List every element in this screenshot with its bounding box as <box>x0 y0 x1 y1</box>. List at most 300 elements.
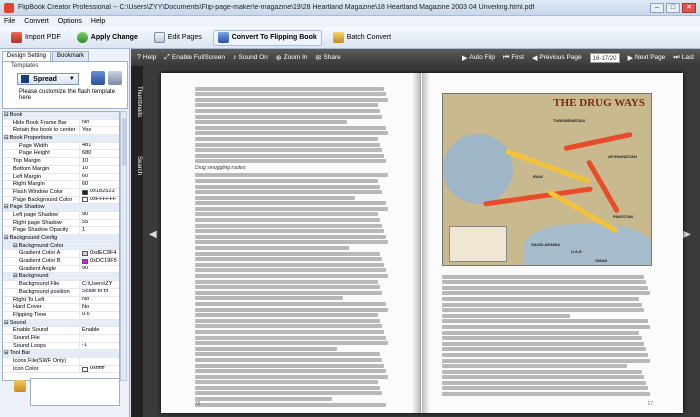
caspian-sea-shape <box>443 134 513 204</box>
edit-pages-icon <box>154 32 165 43</box>
property-row[interactable] <box>3 343 119 351</box>
text-line <box>195 87 384 91</box>
property-row[interactable] <box>3 289 119 297</box>
text-line <box>195 341 388 345</box>
sound-label: Sound On <box>238 54 268 61</box>
help-label: Help <box>142 54 157 61</box>
text-line <box>195 196 355 200</box>
text-line <box>195 285 380 289</box>
text-line <box>195 229 384 233</box>
text-line <box>195 280 378 284</box>
property-name: Page Height <box>19 150 50 157</box>
share-icon: ✉ <box>315 54 322 62</box>
property-name: Page Width <box>19 142 48 149</box>
apply-change-label: Apply Change <box>90 34 138 41</box>
text-line <box>442 291 650 295</box>
property-value[interactable] <box>79 343 119 350</box>
property-group[interactable] <box>3 350 119 358</box>
map-label-turkmenistan: TURKMENISTAN <box>553 118 585 123</box>
right-page[interactable] <box>422 73 683 413</box>
edit-pages-label: Edit Pages <box>167 34 202 41</box>
text-line <box>195 143 380 147</box>
property-value[interactable] <box>79 281 119 288</box>
window-title: FlipBook Creator Professional -- C:\Users\ZYY\Documents\Flip-page-maker\e-magazine\19\28 Heartland Magazine\18 Heartland Magazine 2003 04 Unveiling.html.pdf <box>18 4 535 11</box>
text-line <box>442 370 642 374</box>
property-row[interactable] <box>3 220 119 228</box>
property-value-text: No <box>82 119 90 126</box>
text-line <box>195 369 386 373</box>
text-line <box>195 235 386 239</box>
property-value-text: 1 <box>82 227 86 233</box>
text-line <box>195 154 384 158</box>
property-value[interactable] <box>79 258 119 265</box>
minimize-button[interactable]: – <box>650 3 664 13</box>
property-value[interactable] <box>79 120 119 127</box>
app-icon <box>4 3 14 13</box>
convert-button[interactable] <box>213 30 322 46</box>
text-line <box>195 375 388 379</box>
property-name: ⊟ Sound <box>3 320 26 327</box>
property-value-text: -1 <box>82 342 87 349</box>
zoom-label: Zoom In <box>283 54 308 61</box>
property-row[interactable] <box>3 266 119 274</box>
property-row[interactable] <box>3 258 119 266</box>
property-row[interactable] <box>3 189 119 197</box>
text-line <box>195 109 380 113</box>
text-line <box>195 159 386 163</box>
text-line <box>195 391 382 395</box>
property-value-text: 60 <box>82 173 89 179</box>
speaker-icon: ♪ <box>233 54 237 61</box>
map-label-afghanistan: AFGHANISTAN <box>608 154 637 159</box>
pdf-icon <box>11 32 22 43</box>
batch-icon <box>333 32 344 43</box>
left-gutter-shadow <box>412 73 420 413</box>
text-line <box>195 274 388 278</box>
autoflip-label: Auto Flip <box>469 54 496 61</box>
text-line <box>195 173 388 177</box>
property-name: ⊟ Background <box>3 273 49 280</box>
color-swatch <box>82 197 88 202</box>
color-swatch <box>82 251 88 256</box>
property-value[interactable] <box>79 250 119 257</box>
right-page-number: 17 <box>647 401 653 407</box>
property-name: Top Margin <box>13 158 41 165</box>
property-row[interactable] <box>3 250 119 258</box>
property-name: Right To Left <box>13 296 45 303</box>
text-line <box>195 252 380 256</box>
text-line <box>442 364 627 368</box>
text-line <box>195 103 378 107</box>
text-line <box>442 314 570 318</box>
next-icon: ▶ <box>627 54 634 62</box>
property-value-text: 0x182523 <box>90 188 115 195</box>
menu-options[interactable]: Options <box>57 18 82 25</box>
property-value[interactable] <box>79 358 119 365</box>
description-box <box>30 378 120 406</box>
text-line <box>442 303 642 307</box>
menu-convert[interactable]: Convert <box>24 18 49 25</box>
templates-box <box>2 61 128 109</box>
property-name: Sound Loops <box>13 342 46 349</box>
property-value-text: 10 <box>82 158 89 164</box>
property-name: ⊟ Book Proportions <box>3 135 53 142</box>
property-row[interactable] <box>3 143 119 151</box>
property-value[interactable] <box>79 158 119 165</box>
map-label-saudi: SAUDI ARABIA <box>531 242 560 247</box>
property-value-text: Enable <box>82 327 100 333</box>
text-line <box>195 115 382 119</box>
templates-label: Templates <box>11 63 39 69</box>
share-label: Share <box>323 54 341 61</box>
property-name: Right Margin <box>13 181 45 188</box>
zoom-icon: ⊕ <box>275 54 282 62</box>
text-line <box>195 336 386 340</box>
last-icon: ⏭ <box>673 53 680 61</box>
text-line <box>442 286 648 290</box>
property-group[interactable] <box>3 273 119 281</box>
fullscreen-button[interactable] <box>164 54 225 62</box>
autoflip-button[interactable] <box>462 54 495 62</box>
property-value-text: 60 <box>82 181 89 187</box>
text-line <box>442 308 644 312</box>
property-grid <box>2 111 120 381</box>
next-arrow-icon[interactable]: ▶ <box>683 229 691 240</box>
help-icon: ? <box>137 54 141 61</box>
menu-file[interactable]: File <box>4 18 16 25</box>
text-line <box>442 392 650 396</box>
text-line <box>195 330 384 334</box>
property-row[interactable] <box>3 358 119 366</box>
property-row[interactable] <box>3 127 119 135</box>
property-group[interactable] <box>3 204 119 212</box>
property-name: ⊟ Page Shadow <box>3 204 45 211</box>
property-value[interactable] <box>79 143 119 150</box>
property-name: Bottom Margin <box>13 165 50 172</box>
property-row[interactable] <box>3 120 119 128</box>
property-name: Right page Shadow <box>13 219 62 226</box>
next-label: Next Page <box>635 54 666 61</box>
property-value-text: 10 <box>82 165 89 172</box>
property-value[interactable] <box>79 220 119 227</box>
property-group[interactable] <box>3 320 119 328</box>
next-page-button[interactable] <box>628 54 666 62</box>
property-row[interactable] <box>3 212 119 220</box>
property-name: ⊟ Book <box>3 112 22 119</box>
property-scrollbar[interactable] <box>120 111 127 381</box>
map-label-oman: OMAN <box>595 258 608 263</box>
property-group[interactable] <box>3 243 119 251</box>
settings-panel <box>0 49 130 417</box>
text-line <box>442 381 646 385</box>
property-value-text: 55 <box>82 219 89 226</box>
property-row[interactable] <box>3 166 119 174</box>
flipbook-preview <box>131 49 700 417</box>
text-line <box>442 342 644 346</box>
batch-convert-button[interactable] <box>328 30 396 46</box>
title-bar <box>0 0 700 16</box>
previous-icon: ◀ <box>531 54 538 62</box>
property-name: Hide Book Frame Bar <box>13 119 67 126</box>
left-page-number: 16 <box>195 401 201 407</box>
property-value-text: 680 <box>82 150 92 156</box>
property-value-text: C:\Users\ZY <box>82 281 113 287</box>
property-row[interactable] <box>3 335 119 343</box>
tab-bookmark[interactable]: Bookmark <box>52 51 89 61</box>
text-line <box>195 126 386 130</box>
template-select[interactable] <box>17 73 79 85</box>
property-value-text: 0xffffff <box>90 365 105 372</box>
property-name: Gradient Angle <box>19 265 57 272</box>
property-value[interactable] <box>79 297 119 304</box>
property-value-text: Scale to fit <box>82 288 109 295</box>
property-value-text: 0.6 <box>82 311 90 318</box>
color-swatch <box>82 367 88 372</box>
text-line <box>195 190 382 194</box>
convert-label: Convert To Flipping Book <box>231 34 317 41</box>
property-value[interactable] <box>79 166 119 173</box>
text-line <box>195 218 380 222</box>
text-line <box>442 331 639 335</box>
text-line <box>195 291 382 295</box>
property-value-text: 0xDC19F5 <box>90 258 117 264</box>
page-number-input[interactable]: 16-17/20 <box>590 53 620 63</box>
property-name: Hard Cover <box>13 304 42 311</box>
load-template-icon[interactable] <box>108 71 122 85</box>
text-line <box>195 131 388 135</box>
property-name: Page Shadow Opacity <box>13 227 69 234</box>
drug-routes-map <box>442 93 652 266</box>
text-line <box>195 324 382 328</box>
prev-arrow-icon[interactable]: ◀ <box>149 229 157 240</box>
property-row[interactable] <box>3 297 119 305</box>
last-page-button[interactable] <box>673 54 694 62</box>
property-name: Gradient Color B <box>19 258 61 265</box>
property-row[interactable] <box>3 181 119 189</box>
route-arrow <box>505 149 591 184</box>
property-value-text: 90 <box>82 211 89 218</box>
left-article-text <box>195 85 390 408</box>
property-row[interactable] <box>3 227 119 235</box>
property-group[interactable] <box>3 235 119 243</box>
text-line <box>195 179 378 183</box>
property-row[interactable] <box>3 174 119 182</box>
text-line <box>195 397 332 401</box>
previous-label: Previous Page <box>539 54 582 61</box>
text-line <box>195 148 382 152</box>
property-row[interactable] <box>3 304 119 312</box>
property-value[interactable] <box>79 335 119 342</box>
property-value-text: No <box>82 296 90 302</box>
property-value-text: 90 <box>82 265 89 272</box>
property-name: Sound File <box>13 334 40 341</box>
property-group[interactable] <box>3 112 119 120</box>
property-value[interactable] <box>79 289 119 296</box>
spread-icon <box>21 75 29 83</box>
text-line <box>195 386 380 390</box>
text-line <box>442 386 648 390</box>
menu-help[interactable]: Help <box>90 18 106 25</box>
text-line <box>442 359 650 363</box>
property-value[interactable] <box>79 227 119 234</box>
property-row[interactable] <box>3 158 119 166</box>
color-swatch <box>82 190 88 195</box>
map-label-pakistan: PAKISTAN <box>613 214 633 219</box>
convert-icon <box>218 32 229 43</box>
text-line <box>195 246 349 250</box>
map-label-uae: U.A.E. <box>571 249 583 254</box>
route-arrow <box>563 132 633 151</box>
property-name: Retain the book to center <box>13 127 76 134</box>
sound-button[interactable] <box>233 54 268 61</box>
text-line <box>195 257 382 261</box>
text-line <box>195 224 382 228</box>
previous-page-button[interactable] <box>532 54 582 62</box>
property-group[interactable] <box>3 135 119 143</box>
text-line <box>442 347 646 351</box>
property-name: Flash Window Color <box>13 188 64 195</box>
text-line <box>195 302 386 306</box>
text-line <box>442 375 644 379</box>
first-page-button[interactable] <box>503 54 524 62</box>
tab-design-setting[interactable]: Design Setting <box>2 51 51 61</box>
text-line <box>195 308 388 312</box>
right-article-text <box>442 273 652 398</box>
property-value[interactable] <box>79 174 119 181</box>
property-name: Icons File(SWF Only) <box>13 358 67 364</box>
property-name: Gradient Color A <box>19 250 61 257</box>
text-line <box>442 325 650 329</box>
text-line <box>195 212 378 216</box>
batch-convert-label: Batch Convert <box>346 34 392 41</box>
help-button[interactable] <box>137 54 156 61</box>
fullscreen-icon: ⤢ <box>164 53 170 61</box>
property-value[interactable] <box>79 212 119 219</box>
property-value[interactable] <box>79 197 119 204</box>
close-button[interactable]: ✕ <box>682 3 696 13</box>
thumbnails-tab[interactable]: Thumbnails <box>136 86 142 118</box>
property-name: Background File <box>19 281 60 288</box>
zoom-button[interactable] <box>276 54 308 62</box>
property-name: Page Background Color <box>13 196 73 203</box>
property-value[interactable] <box>79 127 119 134</box>
property-name: ⊟ Background Config <box>3 235 57 242</box>
left-subheading: Drug smuggling routes: <box>195 165 247 172</box>
text-line <box>195 201 386 205</box>
text-line <box>442 319 648 323</box>
property-value[interactable] <box>79 304 119 311</box>
text-line <box>195 268 386 272</box>
last-label: Last <box>681 54 694 61</box>
text-line <box>195 207 388 211</box>
property-value[interactable] <box>79 266 119 273</box>
text-line <box>195 92 386 96</box>
text-line <box>195 380 378 384</box>
property-value[interactable] <box>79 312 119 319</box>
panel-tabs <box>2 51 89 61</box>
customize-hint: Please customize the flash template here <box>19 89 116 101</box>
map-title: THE DRUG WAYS <box>553 97 645 109</box>
text-line <box>195 296 343 300</box>
check-icon <box>77 32 88 43</box>
text-line <box>442 353 648 357</box>
text-line <box>195 137 378 141</box>
text-line <box>195 352 380 356</box>
text-line <box>195 319 380 323</box>
property-name: Enable Sound <box>13 327 49 334</box>
property-row[interactable] <box>3 312 119 320</box>
text-line <box>195 263 384 267</box>
maximize-button[interactable]: □ <box>666 3 680 13</box>
property-value-text: 481 <box>82 142 92 149</box>
text-line <box>195 358 382 362</box>
text-line <box>442 280 646 284</box>
property-name: Icon Color <box>13 365 39 372</box>
text-line <box>442 275 644 279</box>
play-icon: ▶ <box>461 54 468 62</box>
import-pdf-button[interactable] <box>6 30 66 46</box>
property-row[interactable] <box>3 366 119 374</box>
text-line <box>195 313 378 317</box>
search-tab[interactable]: Search <box>136 156 142 176</box>
property-value-text: No <box>82 304 90 310</box>
open-book[interactable] <box>161 73 683 413</box>
text-line <box>195 240 388 244</box>
chevron-down-icon: ▼ <box>68 76 75 82</box>
left-page[interactable] <box>161 73 421 413</box>
description-icon <box>14 380 26 392</box>
property-value-text: Yes <box>82 127 92 133</box>
template-value: Spread <box>33 75 57 83</box>
apply-change-button[interactable] <box>72 30 143 46</box>
first-label: First <box>511 54 524 61</box>
text-line <box>195 185 380 189</box>
main-toolbar <box>0 27 700 49</box>
property-value-text: 0xFFFFFF <box>90 196 117 203</box>
text-line <box>442 297 639 301</box>
property-value[interactable] <box>79 150 119 157</box>
edit-pages-button[interactable] <box>149 30 207 46</box>
map-label-iran: IRAN <box>533 174 543 179</box>
scrollbar-thumb[interactable] <box>122 118 126 166</box>
property-value[interactable] <box>79 366 119 373</box>
share-button[interactable] <box>316 54 341 62</box>
preview-toolbar <box>131 49 700 66</box>
color-swatch <box>82 259 88 264</box>
property-name: Left page Shadow <box>13 211 59 218</box>
property-row[interactable] <box>3 197 119 205</box>
property-name: Background position <box>19 288 70 295</box>
property-value[interactable] <box>79 189 119 196</box>
first-icon: ⏮ <box>503 53 510 61</box>
property-value-text: 0xdEC9F4 <box>90 250 117 256</box>
right-gutter-shadow <box>422 73 430 413</box>
property-value[interactable] <box>79 181 119 188</box>
property-value[interactable] <box>79 327 119 334</box>
property-name: ⊟ Tool Bar <box>3 350 30 357</box>
property-row[interactable] <box>3 281 119 289</box>
property-row[interactable] <box>3 327 119 335</box>
property-name: Flipping Time <box>13 311 47 318</box>
text-line <box>195 98 388 102</box>
fullscreen-label: Enable FullScreen <box>171 54 226 61</box>
property-name: ⊟ Background Color <box>3 243 63 250</box>
text-line <box>195 364 384 368</box>
property-row[interactable] <box>3 150 119 158</box>
text-line <box>195 403 386 407</box>
save-template-icon[interactable] <box>91 71 105 85</box>
menu-bar <box>0 16 700 27</box>
